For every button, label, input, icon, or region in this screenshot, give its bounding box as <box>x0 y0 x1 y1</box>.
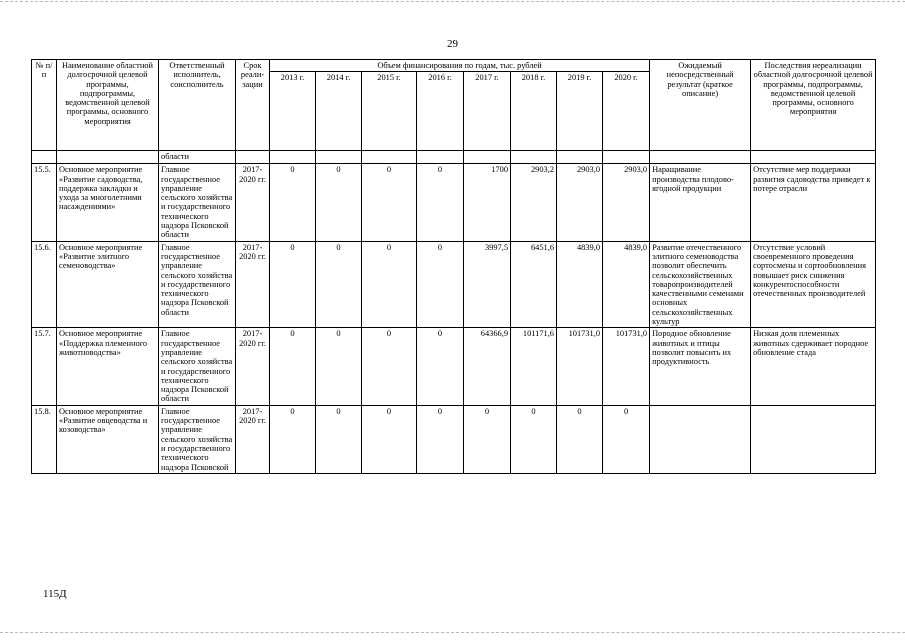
row-value: 0 <box>362 328 417 405</box>
row-num: 15.8. <box>32 405 57 473</box>
row-value: 0 <box>270 405 316 473</box>
row-value: 0 <box>464 405 511 473</box>
table-row <box>32 241 876 328</box>
row-name: Основное мероприятие «Развитие овцеводства и козоводства» <box>57 405 159 473</box>
row-value: 0 <box>557 405 603 473</box>
row-value: 0 <box>316 328 362 405</box>
row-result <box>650 405 751 473</box>
row-executor: Главное государственное управление сельского хозяйства и государственного технического надзора Псковской области <box>159 241 236 328</box>
row-value: 0 <box>362 241 417 328</box>
row-term: 2017-2020 гг. <box>236 241 270 328</box>
row-value: 0 <box>316 164 362 241</box>
row-name: Основное мероприятие «Развитие садоводства, поддержка закладки и ухода за многолетними насаждениями» <box>57 164 159 241</box>
row-value: 0 <box>417 241 464 328</box>
row-value: 0 <box>270 241 316 328</box>
row-value: 0 <box>362 164 417 241</box>
row-value: 0 <box>417 405 464 473</box>
header-name: Наименование областной долгосрочной целевой программы, подпрограммы, ведомственной целевой программы, основного мероприятия <box>57 60 159 151</box>
row-value: 2903,0 <box>557 164 603 241</box>
row-value: 2903,0 <box>603 164 650 241</box>
row-name: Основное мероприятие «Поддержка племенного животноводства» <box>57 328 159 405</box>
row-name: Основное мероприятие «Развитие элитного семеноводства» <box>57 241 159 328</box>
header-result: Ожидаемый непосредственный результат (краткое описание) <box>650 60 751 151</box>
row-value: 4839,0 <box>557 241 603 328</box>
table-row <box>32 164 876 241</box>
row-value: 0 <box>270 164 316 241</box>
row-consequences <box>751 405 876 473</box>
scan-edge-top <box>0 1 905 2</box>
row-value: 0 <box>417 328 464 405</box>
header-year: 2013 г. <box>270 72 316 151</box>
row-value: 101731,0 <box>557 328 603 405</box>
header-year: 2019 г. <box>557 72 603 151</box>
row-consequences: Отсутствие условий своевременного проведения сортосмены и сортообновления повышает риск снижения конкурентоспособности отечественных производителей <box>751 241 876 328</box>
header-year: 2020 г. <box>603 72 650 151</box>
continuation-text: области <box>159 151 236 164</box>
header-year: 2016 г. <box>417 72 464 151</box>
header-year: 2015 г. <box>362 72 417 151</box>
header-consequences: Последствия нереализации областной долгосрочной целевой программы, подпрограммы, ведомственной целевой программы, основного мероприятия <box>751 60 876 151</box>
header-num: № п/п <box>32 60 57 151</box>
header-year: 2017 г. <box>464 72 511 151</box>
table-row <box>32 405 876 473</box>
scan-edge-bottom <box>0 632 905 633</box>
financing-table <box>31 59 876 474</box>
row-result: Наращивание производства плодово-ягодной продукции <box>650 164 751 241</box>
page-number: 29 <box>447 38 458 50</box>
row-value: 0 <box>316 405 362 473</box>
row-term: 2017-2020 гг. <box>236 164 270 241</box>
row-value: 2903,2 <box>511 164 557 241</box>
header-financing: Объем финансирования по годам, тыс. рублей <box>270 60 650 72</box>
row-value: 1700 <box>464 164 511 241</box>
row-value: 6451,6 <box>511 241 557 328</box>
header-executor: Ответственный исполнитель, соисполнитель <box>159 60 236 151</box>
row-executor: Главное государственное управление сельского хозяйства и государственного технического надзора Псковской области <box>159 328 236 405</box>
row-value: 64366,9 <box>464 328 511 405</box>
row-value: 0 <box>362 405 417 473</box>
row-executor: Главное государственное управление сельского хозяйства и государственного технического надзора Псковской <box>159 405 236 473</box>
row-value: 101731,0 <box>603 328 650 405</box>
continuation-row <box>32 151 876 164</box>
row-value: 0 <box>511 405 557 473</box>
row-term: 2017-2020 гг. <box>236 405 270 473</box>
row-value: 0 <box>417 164 464 241</box>
row-value: 0 <box>603 405 650 473</box>
row-value: 0 <box>316 241 362 328</box>
row-num: 15.5. <box>32 164 57 241</box>
row-value: 4839,0 <box>603 241 650 328</box>
row-result: Развитие отечественного элитного семеноводства позволит обеспечить сельскохозяйственных товаропроизводителей качественными семенами основных сельскохозяйственных культур <box>650 241 751 328</box>
footer-code: 115Д <box>43 588 67 600</box>
row-executor: Главное государственное управление сельского хозяйства и государственного технического надзора Псковской области <box>159 164 236 241</box>
row-value: 3997,5 <box>464 241 511 328</box>
header-year: 2014 г. <box>316 72 362 151</box>
row-num: 15.6. <box>32 241 57 328</box>
header-term: Срок реали-зации <box>236 60 270 151</box>
row-result: Породное обновление животных и птицы позволит повысить их продуктивность <box>650 328 751 405</box>
header-row <box>32 60 876 72</box>
row-consequences: Низкая доля племенных животных сдерживает породное обновление стада <box>751 328 876 405</box>
row-value: 0 <box>270 328 316 405</box>
row-term: 2017-2020 гг. <box>236 328 270 405</box>
row-num: 15.7. <box>32 328 57 405</box>
row-value: 101171,6 <box>511 328 557 405</box>
table-row <box>32 328 876 405</box>
row-consequences: Отсутствие мер поддержки развития садоводства приведет к потере отрасли <box>751 164 876 241</box>
header-year: 2018 г. <box>511 72 557 151</box>
